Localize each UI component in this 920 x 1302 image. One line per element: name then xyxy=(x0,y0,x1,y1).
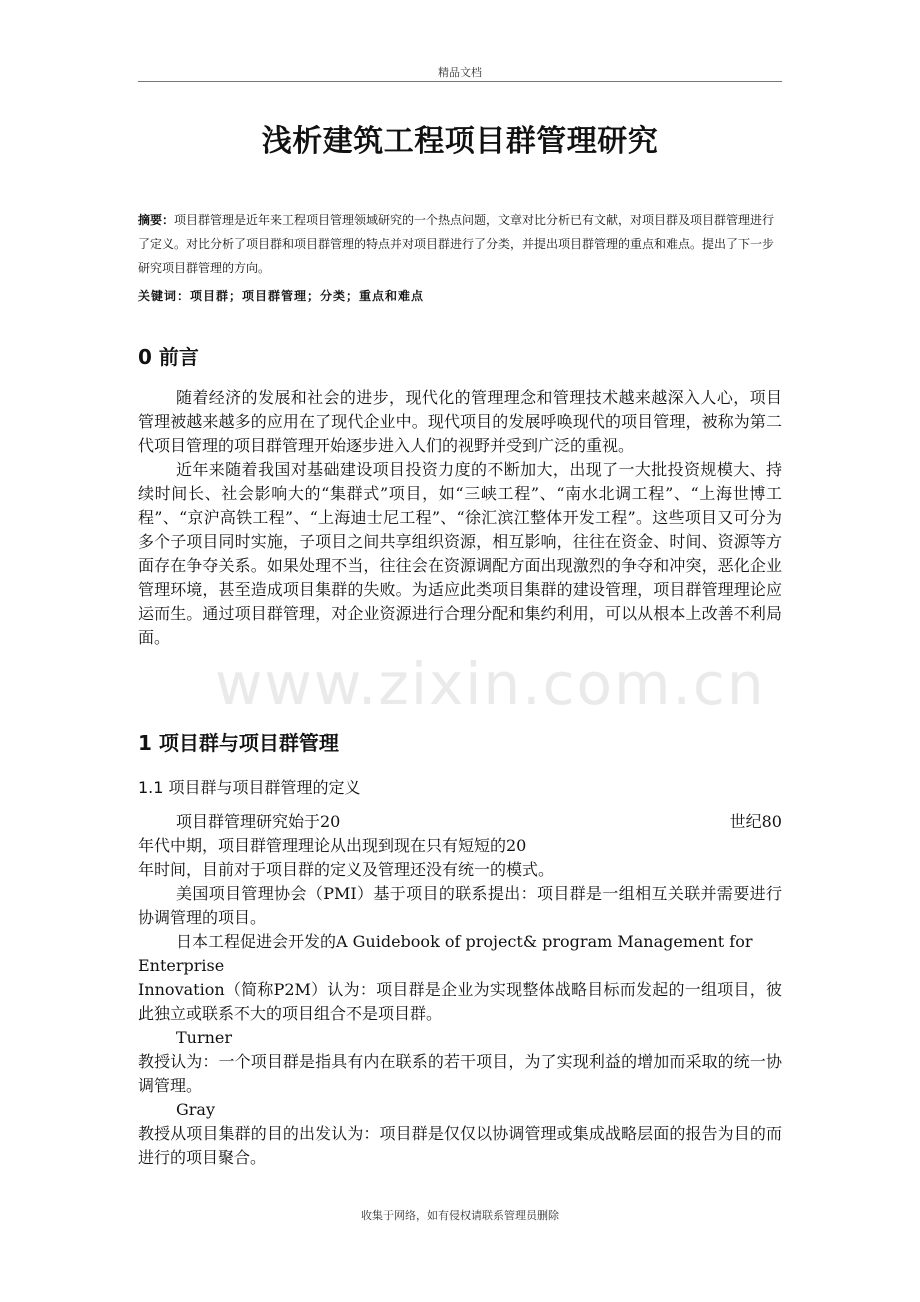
definition-line-1-right: 世纪80 xyxy=(729,812,782,831)
definition-line-3: 年时间，目前对于项目群的定义及管理还没有统一的模式。 xyxy=(138,860,555,879)
abstract-text: 项目群管理是近年来工程项目管理领域研究的一个热点问题，文章对比分析已有文献，对项目群及项目群管理进行了定义。对比分析了项目群和项目群管理的特点并对项目群进行了分类，并提出项目群管理的重点和难点。提出了下一步研究项目群管理的方向。 xyxy=(138,213,775,275)
abstract xyxy=(138,208,782,280)
section-0-heading: 0 前言 xyxy=(138,345,199,369)
section-1-heading: 1 项目群与项目群管理 xyxy=(138,731,339,755)
page-footer: 收集于网络，如有侵权请联系管理员删除 xyxy=(361,1209,559,1222)
section-0-paragraph-1: 随着经济的发展和社会的进步，现代化的管理理念和管理技术越来越深入人心，项目管理被越来越多的应用在了现代企业中。现代项目的发展呼唤现代的项目管理，被称为第二代项目管理的项目群管理开始逐步进入人们的视野并受到广泛的重视。 xyxy=(138,388,782,455)
watermark: www.zixin.com.cn xyxy=(215,650,766,718)
p2m-line-1: 日本工程促进会开发的A Guidebook of project& program Management for xyxy=(176,932,753,951)
page-header: 精品文档 xyxy=(438,66,482,79)
gray-definition: 教授从项目集群的目的出发认为：项目群是仅仅以协调管理或集成战略层面的报告为目的而进行的项目聚合。 xyxy=(138,1124,782,1167)
section-1-1-heading: 1.1 项目群与项目群管理的定义 xyxy=(138,778,361,797)
section-0-body xyxy=(138,386,782,650)
header-divider xyxy=(138,81,782,82)
section-0-paragraph-2: 近年来随着我国对基础建设项目投资力度的不断加大，出现了一大批投资规模大、持续时间长、社会影响大的“集群式”项目，如“三峡工程”、“南水北调工程”、“上海世博工程”、“京沪高铁工程”、“上海迪士尼工程”、“徐汇滨江整体开发工程”。这些项目又可分为多个子项目同时实施，子项目之间共享组织资源，相互影响，往往在资金、时间、资源等方面存在争夺关系。如果处理不当，往往会在资源调配方面出现激烈的争夺和冲突，恶化企业管理环境，甚至造成项目集群的失败。为适应此类项目集群的建设管理，项目群管理理论应运而生。通过项目群管理，对企业资源进行合理分配和集约利用，可以从根本上改善不利局面。 xyxy=(138,460,782,647)
p2m-line-2: Enterprise xyxy=(138,956,225,975)
abstract-label: 摘要： xyxy=(138,213,175,227)
definition-line-1 xyxy=(138,810,782,834)
document-title: 浅析建筑工程项目群管理研究 xyxy=(261,124,659,159)
p2m-definition: Innovation（简称P2M）认为：项目群是企业为实现整体战略目标而发起的一组项目，彼此独立或联系不大的项目组合不是项目群。 xyxy=(138,980,782,1023)
pmi-definition: 美国项目管理协会（PMI）基于项目的联系提出：项目群是一组相互关联并需要进行协调管理的项目。 xyxy=(138,884,782,927)
turner-definition: 教授认为：一个项目群是指具有内在联系的若干项目，为了实现利益的增加而采取的统一协调管理。 xyxy=(138,1052,782,1095)
definition-line-1-left: 项目群管理研究始于20 xyxy=(176,812,341,831)
keywords: 关键词：项目群；项目群管理；分类；重点和难点 xyxy=(138,289,425,303)
section-1-1-body xyxy=(138,810,782,1170)
definition-line-2: 年代中期，项目群管理理论从出现到现在只有短短的20 xyxy=(138,836,527,855)
gray-name: Gray xyxy=(176,1100,216,1119)
turner-name: Turner xyxy=(176,1028,233,1047)
